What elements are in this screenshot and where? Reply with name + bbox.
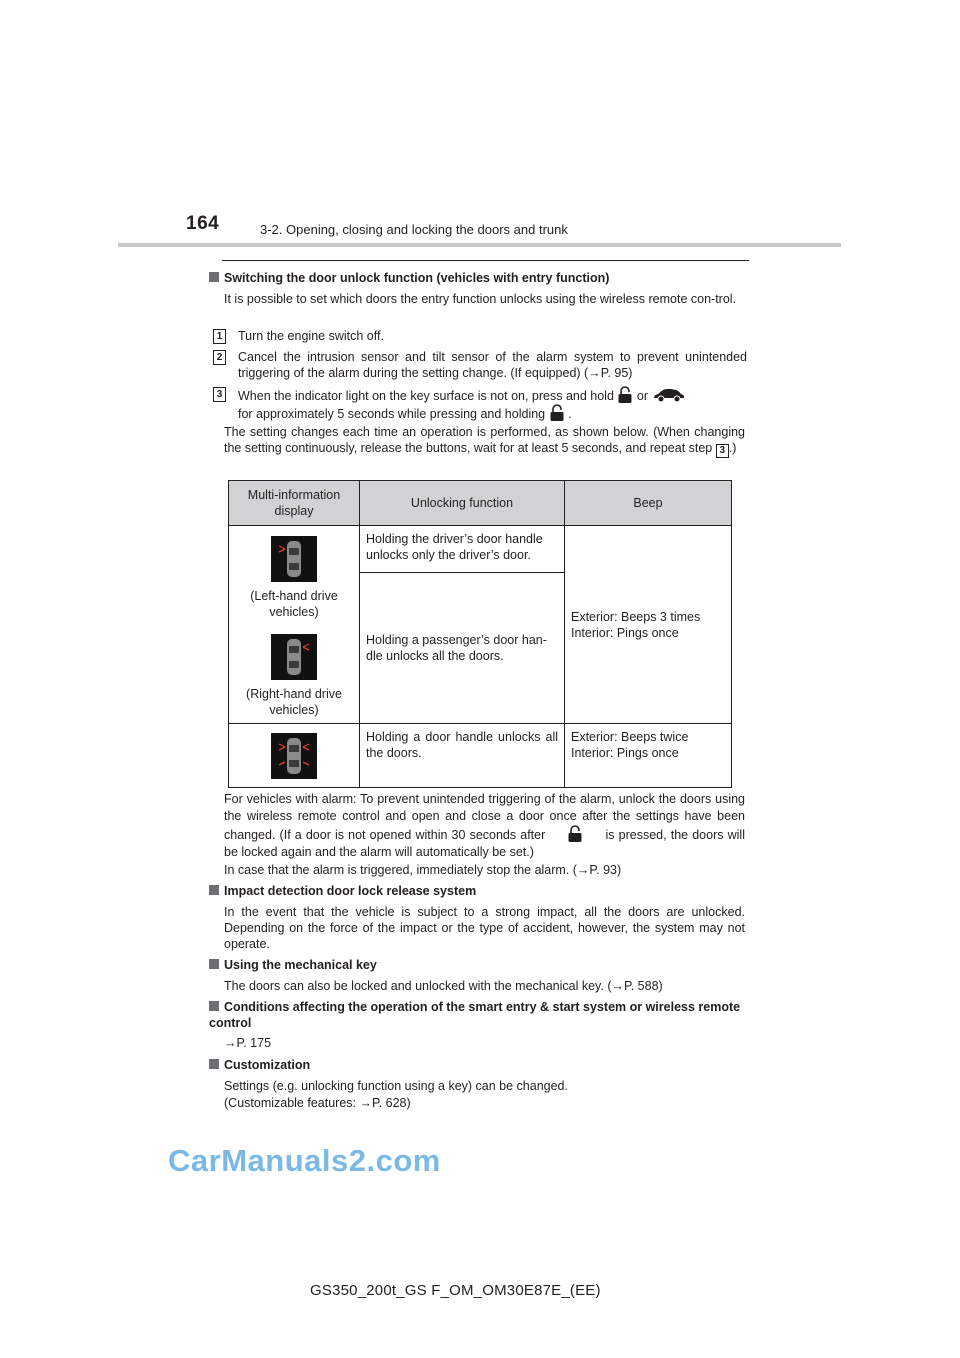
step-text: Cancel the intrusion sensor and tilt sensor of the alarm system to prevent unintended triggering of the alarm during the setting change. (If equipped) (→P. 95) xyxy=(238,350,747,380)
lock-icon xyxy=(617,386,633,404)
conditions-body: →P. 175 xyxy=(224,1036,272,1050)
unlock-settings-table xyxy=(228,480,732,788)
function-cell-all: Holding a door handle unlocks all the doors. xyxy=(360,724,565,788)
impact-body: In the event that the vehicle is subject to a strong impact, all the doors are unlocked. Depending on the force of the impact or the type of accident, however, the system may not operate. xyxy=(224,905,745,951)
car-icon xyxy=(652,387,686,403)
step-number: 1 xyxy=(213,329,226,344)
door-display-rhd-icon xyxy=(271,634,317,680)
alarm-note: For vehicles with alarm: To prevent unintended triggering of the alarm, unlock the doors using the wireless remote control and open and close a door once after the settings have been changed. (If a door is not opened within 30 seconds after is pressed, the doors will be locked again and the alarm will automatically be set.) xyxy=(224,792,745,859)
bullet-square-icon xyxy=(209,272,219,282)
step-number: 2 xyxy=(213,350,226,365)
display-caption-lhd: (Left-hand drive vehicles) xyxy=(250,589,338,619)
section-heading-mechanical-key: Using the mechanical key xyxy=(209,957,377,973)
step-text: Turn the engine switch off. xyxy=(238,329,384,343)
table-header-function: Unlocking function xyxy=(360,481,565,526)
step-number: 3 xyxy=(213,387,226,402)
door-display-all-icon xyxy=(271,733,317,779)
step-ref-number: 3 xyxy=(716,444,729,458)
display-cell-single xyxy=(229,526,360,724)
beep-cell-single: Exterior: Beeps 3 times Interior: Pings once xyxy=(565,526,732,724)
table-header-display: Multi-information display xyxy=(229,481,360,526)
step-1 xyxy=(213,328,747,344)
step-2 xyxy=(213,349,747,381)
section-heading-unlock-function: Switching the door unlock function (vehicles with entry function) xyxy=(209,270,609,286)
customization-body-1: Settings (e.g. unlocking function using a key) can be changed. xyxy=(224,1079,568,1093)
footer-code: GS350_200t_GS F_OM_OM30E87E_(EE) xyxy=(310,1282,601,1299)
display-cell-all xyxy=(229,724,360,788)
customization-body-2: (Customizable features: →P. 628) xyxy=(224,1096,411,1110)
bullet-square-icon xyxy=(209,959,219,969)
function-cell-driver: Holding the driver’s door handle unlocks only the driver’s door. xyxy=(360,526,565,573)
header-divider xyxy=(118,243,841,247)
bullet-square-icon xyxy=(209,1001,219,1011)
lock-icon xyxy=(549,404,565,422)
step-text: When the indicator light on the key surface is not on, press and hold or for approximately 5 seconds while pressing and holding . xyxy=(238,386,747,422)
function-cell-passenger: Holding a passenger’s door han-dle unlocks all the doors. xyxy=(360,573,565,724)
mechanical-key-body: The doors can also be locked and unlocked with the mechanical key. (→P. 588) xyxy=(224,979,663,993)
beep-cell-all: Exterior: Beeps twice Interior: Pings once xyxy=(565,724,732,788)
door-display-lhd-icon xyxy=(271,536,317,582)
content-divider xyxy=(222,260,749,261)
table-header-beep: Beep xyxy=(565,481,732,526)
section-heading-customization: Customization xyxy=(209,1057,310,1073)
watermark: CarManuals2.com xyxy=(168,1143,441,1178)
section-heading-conditions: Conditions affecting the operation of the smart entry & start system or wireless remote control xyxy=(209,1000,741,1030)
section-intro: It is possible to set which doors the entry function unlocks using the wireless remote con-trol. xyxy=(224,292,737,306)
display-caption-rhd: (Right-hand drive vehicles) xyxy=(246,687,342,717)
section-heading-impact: Impact detection door lock release system xyxy=(209,883,476,899)
chapter-title: 3-2. Opening, closing and locking the doors and trunk xyxy=(260,222,568,237)
alarm-stop-note: In case that the alarm is triggered, immediately stop the alarm. (→P. 93) xyxy=(224,863,622,877)
bullet-square-icon xyxy=(209,1059,219,1069)
setting-change-note: The setting changes each time an operation is performed, as shown below. (When changing the setting continuously, release the buttons, wait for at least 5 seconds, and repeat step 3 .) xyxy=(224,425,745,456)
lock-icon xyxy=(567,825,583,843)
step-3 xyxy=(213,386,747,422)
page-number: 164 xyxy=(186,213,220,234)
bullet-square-icon xyxy=(209,885,219,895)
